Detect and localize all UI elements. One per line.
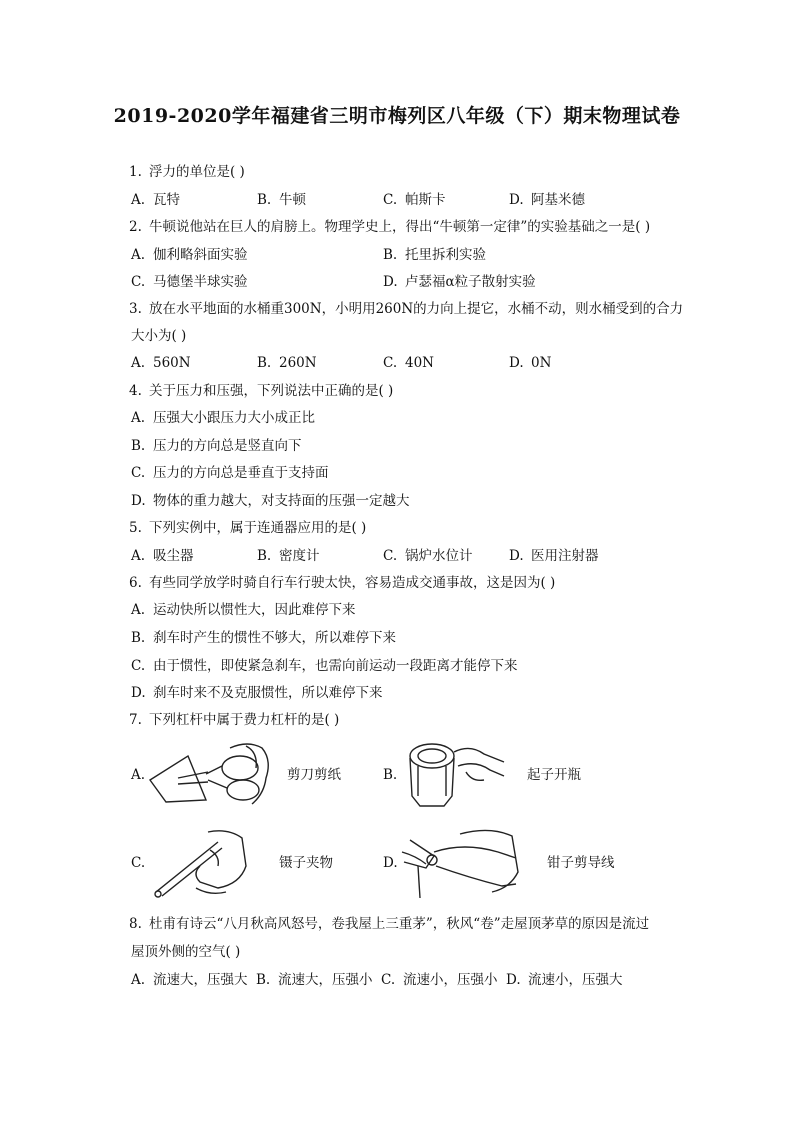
q5-option-b[interactable]: B. 密度计	[257, 548, 320, 564]
question-8-continuation: 屋顶外侧的空气( )	[131, 944, 241, 960]
q8-option-c[interactable]: C. 流速小，压强小	[381, 972, 498, 988]
question-6: 6. 有些同学放学时骑自行车行驶太快，容易造成交通事故，这是因为( )	[129, 575, 556, 591]
q7-option-b-caption: 起子开瓶	[527, 767, 581, 783]
question-8: 8. 杜甫有诗云“八月秋高风怒号，卷我屋上三重茅”，秋风“卷”走屋顶茅草的原因是流过	[129, 916, 650, 932]
q5-option-d[interactable]: D. 医用注射器	[509, 548, 599, 564]
q7-option-d-caption: 钳子剪导线	[547, 855, 615, 871]
question-7: 7. 下列杠杆中属于费力杠杆的是( )	[129, 712, 340, 728]
q1-option-b[interactable]: B. 牛顿	[257, 192, 306, 208]
q2-option-b[interactable]: B. 托里拆利实验	[383, 247, 486, 263]
pliers-illustration	[400, 822, 522, 902]
q4-option-d[interactable]: D. 物体的重力越大，对支持面的压强一定越大	[131, 493, 410, 509]
q4-option-a[interactable]: A. 压强大小跟压力大小成正比	[131, 410, 315, 426]
q2-option-d[interactable]: D. 卢瑟福α粒子散射实验	[383, 274, 536, 290]
question-2: 2. 牛顿说他站在巨人的肩膀上。物理学史上，得出“牛顿第一定律”的实验基础之一是( )	[129, 219, 651, 235]
bottle-opener-illustration	[400, 736, 508, 812]
tweezers-illustration	[148, 826, 248, 902]
scissors-illustration	[148, 738, 273, 810]
question-1: 1. 浮力的单位是( )	[129, 164, 245, 180]
q5-option-a[interactable]: A. 吸尘器	[131, 548, 194, 564]
page-title: 2019-2020学年福建省三明市梅列区八年级（下）期末物理试卷	[113, 105, 681, 127]
q6-option-c[interactable]: C. 由于惯性，即使紧急刹车，也需向前运动一段距离才能停下来	[131, 658, 518, 674]
q4-option-b[interactable]: B. 压力的方向总是竖直向下	[131, 438, 302, 454]
question-3: 3. 放在水平地面的水桶重300N，小明用260N的力向上提它，水桶不动，则水桶受到的合力	[129, 301, 684, 317]
q5-option-c[interactable]: C. 锅炉水位计	[383, 548, 473, 564]
q7-option-a[interactable]: A.	[131, 767, 146, 783]
q7-option-c-caption: 镊子夹物	[279, 855, 333, 871]
q8-option-a[interactable]: A. 流速大，压强大	[131, 972, 248, 988]
question-4: 4. 关于压力和压强，下列说法中正确的是( )	[129, 383, 394, 399]
q2-option-c[interactable]: C. 马德堡半球实验	[131, 274, 248, 290]
q8-option-d[interactable]: D. 流速小，压强大	[506, 972, 623, 988]
q6-option-b[interactable]: B. 刹车时产生的惯性不够大，所以难停下来	[131, 630, 396, 646]
q7-option-d[interactable]: D.	[383, 855, 398, 871]
q8-option-b[interactable]: B. 流速大，压强小	[256, 972, 373, 988]
q2-option-a[interactable]: A. 伽利略斜面实验	[131, 247, 248, 263]
q7-option-c[interactable]: C.	[131, 855, 146, 871]
q1-option-a[interactable]: A. 瓦特	[131, 192, 180, 208]
q7-option-a-caption: 剪刀剪纸	[287, 767, 341, 783]
q3-option-c[interactable]: C. 40N	[383, 355, 434, 371]
q6-option-a[interactable]: A. 运动快所以惯性大，因此难停下来	[131, 602, 356, 618]
question-3-continuation: 大小为( )	[131, 328, 187, 344]
q1-option-d[interactable]: D. 阿基米德	[509, 192, 585, 208]
q3-option-d[interactable]: D. 0N	[509, 355, 552, 371]
q6-option-d[interactable]: D. 刹车时来不及克服惯性，所以难停下来	[131, 685, 383, 701]
q1-option-c[interactable]: C. 帕斯卡	[383, 192, 446, 208]
q7-option-b[interactable]: B.	[383, 767, 398, 783]
q3-option-b[interactable]: B. 260N	[257, 355, 317, 371]
q4-option-c[interactable]: C. 压力的方向总是垂直于支持面	[131, 465, 329, 481]
question-5: 5. 下列实例中，属于连通器应用的是( )	[129, 520, 367, 536]
q3-option-a[interactable]: A. 560N	[131, 355, 191, 371]
